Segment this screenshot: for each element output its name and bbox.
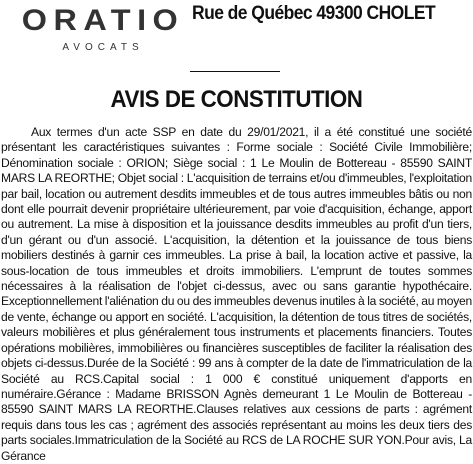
firm-address: Rue de Québec 49300 CHOLET [192, 3, 436, 24]
notice-title: AVIS DE CONSTITUTION [110, 86, 363, 113]
logo-subtitle: AVOCATS [62, 42, 144, 53]
logo-wordmark: ORATIO [21, 4, 185, 37]
notice-body: Aux termes d'un acte SSP en date du 29/01/2021, il a été constitué une société présentant les caractéristiques suivantes : Forme sociale : Société Civile Immobilière; Dénomination sociale : ORION; Siège social : 1 Le Moulin de Bottereau - 85590 SAINT MARS LA REORTHE; Objet social : L'acquisition de terrains et/ou d'immeubles, l'exploitation par bail, location ou autrement desdits immeubles et de tous autres immeubles bâtis ou non dont elle pourrait devenir propriétaire ultérieurement, par voie d'acquisition, échange, apport ou autrement. La mise à disposition et la jouissance desdits immeubles au profit d'un tiers, d'un gérant ou d'un associé. L'acquisition, la détention et la jouissance de tous biens mobiliers destinés à garnir ces immeubles. La prise à bail, la location active et passive, la sous-location de tous immeubles et droits immobiliers. L'emprunt de toutes sommes nécessaires à la réalisation de l'objet ci-dessus, avec ou sans garantie hypothécaire. Exceptionnellement l'aliénation du ou des immeubles devenus inutiles à la société, au moyen de vente, échange ou apport en société. L'acquisition, la détention de tous titres de sociétés, valeurs mobilières et plus généralement tous instruments et placements financiers. Toutes opérations mobilières, immobilières ou financières susceptibles de faciliter la réalisation des objets ci-dessus.Durée de la Société : 99 ans à compter de la date de l'immatriculation de la Société au RCS.Capital social : 1 000 € constitué uniquement d'apports en numéraire.Gérance : Madame BRISSON Agnès demeurant 1 Le Moulin de Bottereau - 85590 SAINT MARS LA REORTHE.Clauses relatives aux cessions de parts : agrément requis dans tous les cas ; agrément des associés représentant au moins les deux tiers des parts sociales.Immatriculation de la Société au RCS de LA ROCHE SUR YON.Pour avis, La Gérance [1, 125, 472, 463]
oratio-logo [18, 4, 188, 54]
title-divider [190, 71, 280, 72]
